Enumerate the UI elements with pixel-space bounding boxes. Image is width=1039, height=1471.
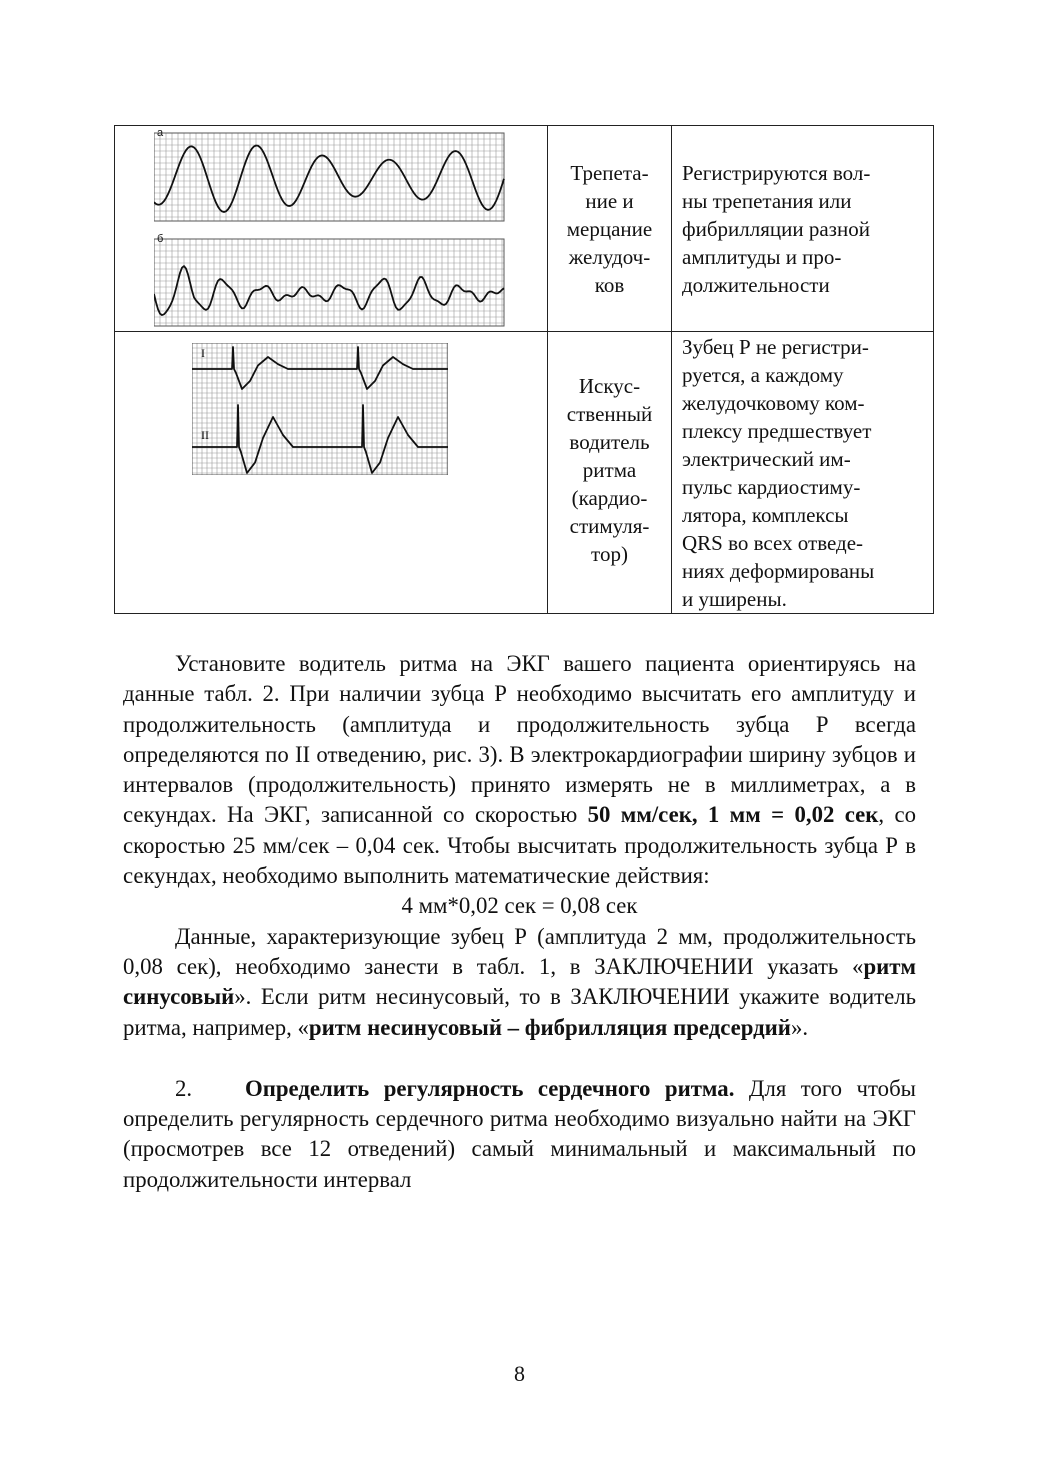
- ecg-table: [114, 125, 934, 614]
- lead-label-ii: II: [201, 428, 209, 442]
- ecg-image-cell: [115, 332, 548, 614]
- rhythm-name: Искус- ственный водитель ритма (кардио- стимуля- тор): [566, 374, 653, 566]
- sinus-rhythm-bold: ритм синусовый: [123, 953, 916, 1010]
- formula: 4 мм*0,02 сек = 0,08 сек: [401, 893, 638, 919]
- ecg-image-cell: [115, 126, 548, 332]
- ecg-pacemaker-image: [192, 343, 448, 475]
- panel-label-a: а: [157, 127, 164, 139]
- rhythm-description: Зубец Р не регистри- руется, а каждому желудочковому ком- плексу предшествует электрический им- пульс кардиостиму- лятора, комплексы QRS во всех отведе- ниях деформированы и уширены.: [682, 335, 875, 611]
- speed-bold: 50 мм/сек, 1 мм = 0,02 сек: [587, 802, 879, 828]
- lead-label-i: I: [201, 346, 205, 360]
- table-row: [115, 126, 934, 332]
- list-item-2: 2. Определить регулярность сердечного ритма. Для того чтобы определить регулярность сердечного ритма необходимо визуально найти на ЭКГ (просмотрев все 12 отведений) самый минимальный и максимальный по продолжительности интервал: [123, 1075, 916, 1192]
- ecg-trace-flutter: [154, 146, 504, 212]
- page-number: 8: [514, 1361, 525, 1386]
- paragraph-pacemaker: Установите водитель ритма на ЭКГ вашего пациента ориентируясь на данные табл. 2. При наличии зубца Р необходимо высчитать его амплитуду и продолжительность (амплитуда и продолжительность зубца Р всегда определяются по II отведению, рис. 3). В электрокардиографии ширину зубцов и интервалов (продолжительность) принято измерять не в миллиметрах, а в секундах. На ЭКГ, записанной со скоростью 50 мм/сек, 1 мм = 0,02 сек, со скоростью 25 мм/сек – 0,04 сек. Чтобы высчитать продолжительность зубца Р в секундах, необходимо выполнить математические действия:: [123, 651, 916, 889]
- ecg-trace-fibrillation: [154, 266, 504, 315]
- rhythm-name-cell: [548, 126, 672, 332]
- body-text: [123, 649, 916, 1195]
- item-heading: Определить регулярность сердечного ритма.: [245, 1075, 735, 1101]
- ecg-ventricular-flutter-image: [154, 128, 506, 328]
- rhythm-description-cell: [672, 126, 934, 332]
- rhythm-name: Трепета- ние и мерцание желудоч- ков: [566, 161, 653, 297]
- ecg-grid: [192, 343, 448, 475]
- rhythm-name-cell: [548, 332, 672, 614]
- rhythm-description-cell: [672, 332, 934, 614]
- table-row: [115, 332, 934, 614]
- ecg-grid: [154, 239, 504, 326]
- paragraph-conclusion: Данные, характеризующие зубец Р (амплитуда 2 мм, продолжительность 0,08 сек), необходимо занести в табл. 1, в ЗАКЛЮЧЕНИИ указать «ритм синусовый». Если ритм несинусовый, то в ЗАКЛЮЧЕНИИ укажите водитель ритма, например, «ритм несинусовый – фибрилляция предсердий».: [123, 923, 916, 1040]
- rhythm-description: Регистрируются вол- ны трепетания или фибрилляции разной амплитуды и про- должительности: [682, 161, 871, 297]
- list-number: 2.: [175, 1075, 193, 1101]
- af-rhythm-bold: ритм несинусовый – фибрилляция предсердий: [308, 1014, 791, 1040]
- panel-label-b: б: [157, 233, 164, 245]
